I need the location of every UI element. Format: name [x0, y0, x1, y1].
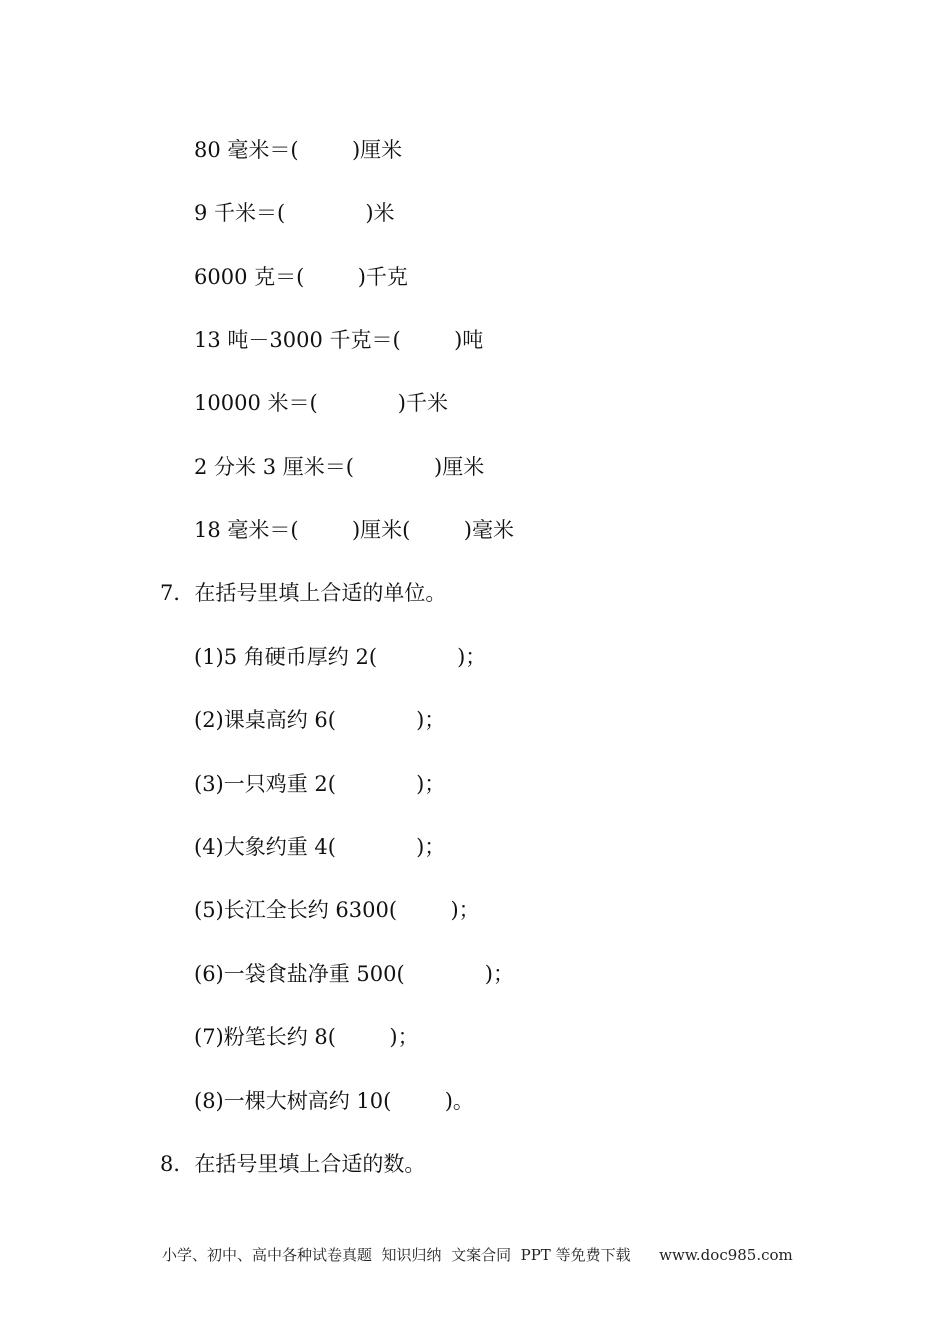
question-7-item: (5)长江全长约 6300( )； [194, 898, 480, 922]
question-7-title: 7．在括号里填上合适的单位。 [160, 581, 447, 605]
conversion-line: 10000 米＝( )千米 [194, 391, 448, 415]
question-7-item: (3)一只鸡重 2( )； [194, 772, 446, 796]
question-7-item: (1)5 角硬币厚约 2( )； [194, 645, 487, 669]
conversion-line: 9 千米＝( )米 [194, 201, 395, 225]
conversion-line: 13 吨－3000 千克＝( )吨 [194, 328, 484, 352]
question-8-title: 8．在括号里填上合适的数。 [160, 1152, 426, 1176]
conversion-line: 80 毫米＝( )厘米 [194, 138, 403, 162]
question-7-item: (2)课桌高约 6( )； [194, 708, 446, 732]
question-7-item: (8)一棵大树高约 10( )。 [194, 1089, 474, 1113]
question-7-item: (7)粉笔长约 8( )； [194, 1025, 419, 1049]
conversion-line: 2 分米 3 厘米＝( )厘米 [194, 455, 485, 479]
conversion-line: 6000 克＝( )千克 [194, 265, 408, 289]
question-7-item: (6)一袋食盐净重 500( )； [194, 962, 514, 986]
question-7-item: (4)大象约重 4( )； [194, 835, 446, 859]
page-footer: 小学、初中、高中各种试卷真题 知识归纳 文案合同 PPT 等免费下载 www.doc985.com [162, 1246, 793, 1264]
conversion-line: 18 毫米＝( )厘米( )毫米 [194, 518, 514, 542]
